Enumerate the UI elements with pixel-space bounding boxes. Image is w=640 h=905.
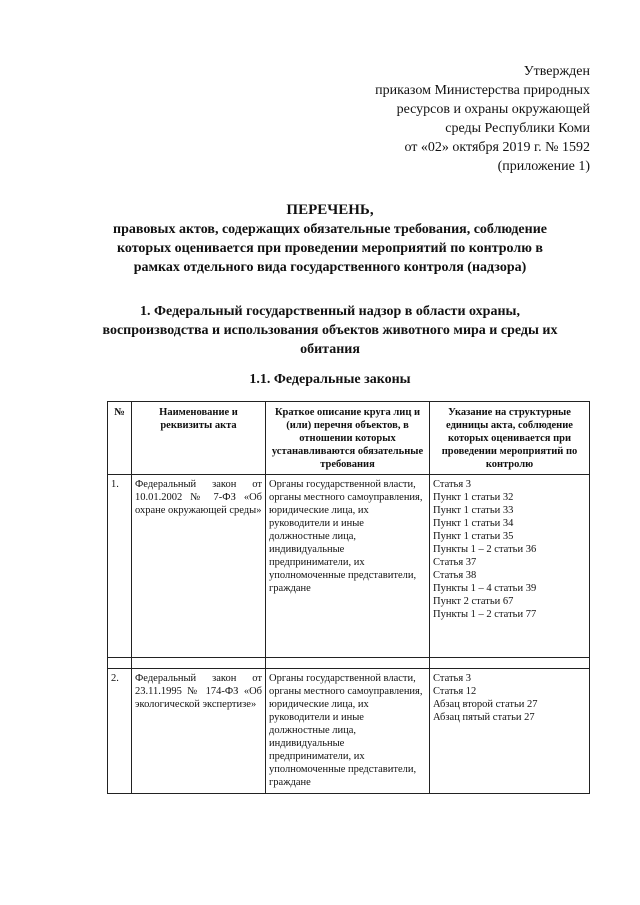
table-header-row [108,402,590,475]
structural-unit: Пункты 1 – 2 статьи 77 [433,609,537,620]
structural-unit: Пункт 2 статьи 67 [433,596,514,607]
gap-cell [266,658,430,669]
approval-line: Утвержден [523,64,590,79]
structural-unit: Пункт 1 статьи 33 [433,505,514,516]
structural-unit: Статья 3 [433,479,472,490]
subsection-heading: 1.1. Федеральные законы [249,372,411,387]
act-name: Федеральный закон от 10.01.2002 № 7-ФЗ «Об охране окружающей среды» [132,475,266,658]
section-line: воспроизводства и использования объектов животного мира и среды их [102,323,558,338]
title-line: правовых актов, содержащих обязательные требования, соблюдение [113,222,547,237]
approval-line: приказом Министерства природных [375,83,590,98]
structural-unit: Статья 38 [433,570,477,581]
header-number: № [108,402,132,475]
approval-block [375,62,590,176]
structural-units [430,475,590,658]
structural-unit: Пункт 1 статьи 34 [433,518,514,529]
approval-line: среды Республики Коми [445,121,590,136]
approval-line: (приложение 1) [497,159,590,174]
approval-line: ресурсов и охраны окружающей [396,102,590,117]
header-act-name: Наименование и реквизиты акта [132,402,266,475]
persons-description: Органы государственной власти, органы местного самоуправления, юридические лица, их руководители и иные должностные лица, индивидуальные предприниматели, их уполномоченные представители, граждане [266,475,430,658]
persons-description: Органы государственной власти, органы местного самоуправления, юридические лица, их руководители и иные должностные лица, индивидуальные предприниматели, их уполномоченные представители, граждане [266,669,430,794]
title-main: ПЕРЕЧЕНЬ, [286,202,374,218]
header-persons: Краткое описание круга лиц и (или) перечня объектов, в отношении которых устанавливаются обязательные требования [266,402,430,475]
structural-unit: Абзац второй статьи 27 [433,699,538,710]
row-number: 2. [108,669,132,794]
approval-line: от «02» октября 2019 г. № 1592 [404,140,590,155]
table-row [108,475,590,658]
title-line: которых оценивается при проведении мероприятий по контролю в [117,241,543,256]
section-line: обитания [300,342,360,357]
section-line: 1. Федеральный государственный надзор в области охраны, [140,304,520,319]
title-line: рамках отдельного вида государственного контроля (надзора) [133,260,527,275]
structural-unit: Абзац пятый статьи 27 [433,712,535,723]
structural-unit: Пункт 1 статьи 35 [433,531,514,542]
header-structural-units: Указание на структурные единицы акта, соблюдение которых оценивается при проведении мероприятий по контролю [430,402,590,475]
gap-cell [430,658,590,669]
table-row [108,669,590,794]
structural-unit: Статья 37 [433,557,477,568]
row-number: 1. [108,475,132,658]
gap-cell [108,658,132,669]
structural-unit: Статья 3 [433,673,472,684]
section-heading [60,302,600,359]
structural-unit: Пункты 1 – 4 статьи 39 [433,583,537,594]
row-gap [108,658,590,669]
structural-units [430,669,590,794]
gap-cell [132,658,266,669]
structural-unit: Пункт 1 статьи 32 [433,492,514,503]
document-title [60,201,600,277]
structural-unit: Пункты 1 – 2 статьи 36 [433,544,537,555]
laws-table [107,401,590,794]
table-body [108,475,590,794]
act-name: Федеральный закон от 23.11.1995 № 174-ФЗ «Об экологической экспертизе» [132,669,266,794]
structural-unit: Статья 12 [433,686,477,697]
